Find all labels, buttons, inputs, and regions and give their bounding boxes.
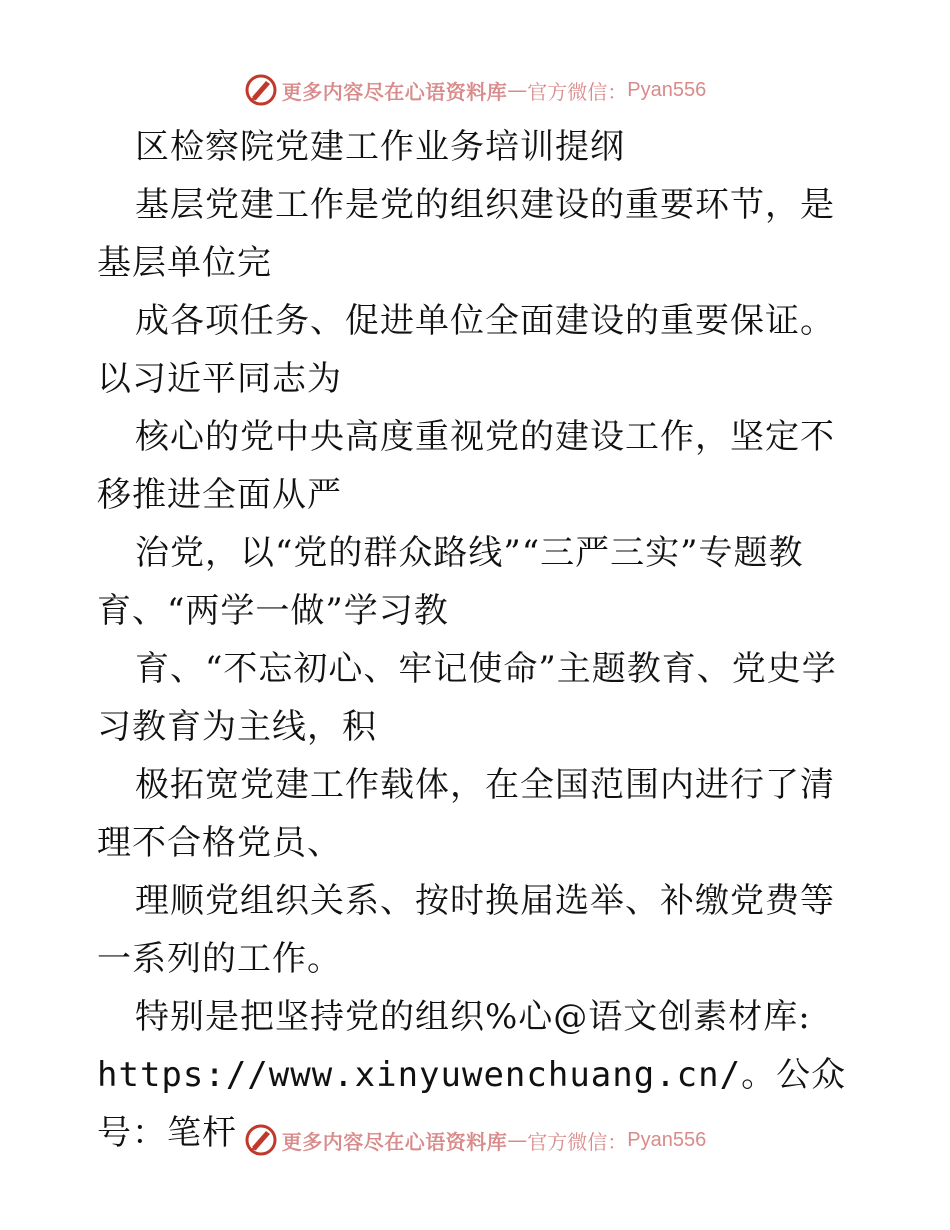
paragraph: 极拓宽党建工作载体，在全国范围内进行了清理不合格党员、 <box>97 765 835 863</box>
banner-separator: — <box>507 78 528 102</box>
paragraph: 特别是把坚持党的组织%心@语文创素材库: <box>135 997 811 1037</box>
banner-separator: — <box>507 1128 528 1152</box>
url-text[interactable]: https://www.xinyuwenchuang.cn/ <box>97 1055 742 1095</box>
brush-logo-icon <box>244 1123 278 1157</box>
paragraph: 治党，以“党的群众路线”“三严三实”专题教育、“两学一做”学习教 <box>97 533 804 631</box>
paragraph: 核心的党中央高度重视党的建设工作，坚定不移推进全面从严 <box>97 417 835 515</box>
paragraph: 基层党建工作是党的组织建设的重要环节，是基层单位完 <box>97 185 835 283</box>
banner-wechat-label: 官方微信 <box>527 79 608 104</box>
paragraph: 成各项任务、促进单位全面建设的重要保证。以习近平同志为 <box>97 301 835 399</box>
banner-wechat-id: Pyan556 <box>627 1128 707 1151</box>
paragraph: 理顺党组织关系、按时换届选举、补缴党费等一系列的工作。 <box>97 881 835 979</box>
banner-wechat-id: Pyan556 <box>627 78 707 101</box>
document-body <box>97 118 857 1162</box>
document-title: 区检察院党建工作业务培训提纲 <box>135 127 625 167</box>
watermark-banner-bottom <box>0 1122 950 1158</box>
banner-wechat-label: 官方微信 <box>527 1129 608 1154</box>
watermark-banner-top <box>0 72 950 108</box>
banner-colon: ： <box>607 79 628 104</box>
url-line-rest: 。公众号：笔杆 <box>97 1055 847 1153</box>
paragraph: 育、“不忘初心、牢记使命”主题教育、党史学习教育为主线，积 <box>97 649 837 747</box>
banner-colon: ： <box>607 1129 628 1154</box>
banner-text: 更多内容尽在心语资料库 <box>281 1129 508 1154</box>
brush-logo-icon <box>244 73 278 107</box>
banner-text: 更多内容尽在心语资料库 <box>281 79 508 104</box>
